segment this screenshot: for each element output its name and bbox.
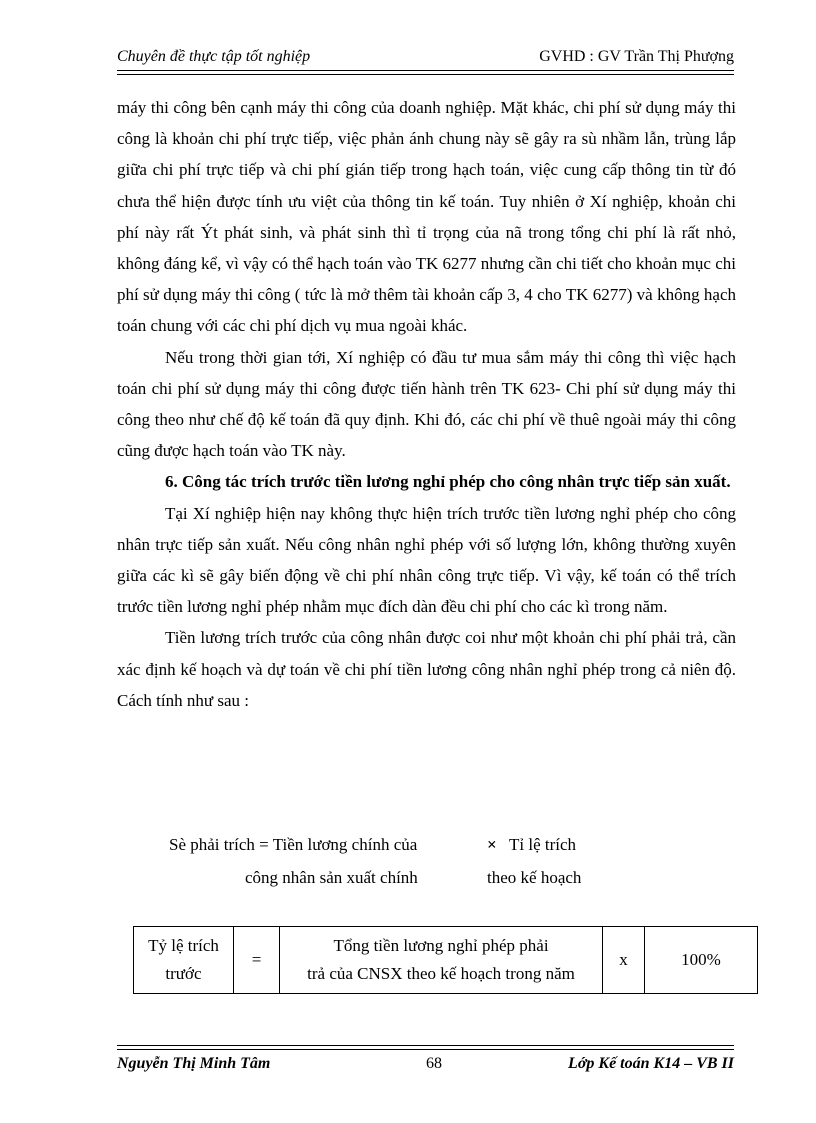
paragraph: Nếu trong thời gian tới, Xí nghiệp có đầu tư mua sắm máy thi công thì việc hạch toán chi phí sử dụng máy thi công được tiến hành trên TK 623- Chi phí sử dụng máy thi công theo như chế độ kế toán đã quy định. Khi đó, các chi phí về thuê ngoài máy thi công cũng được hạch toán vào TK này.: [117, 347, 736, 461]
footer-divider: [117, 1045, 734, 1046]
operator-cell: x: [603, 927, 645, 994]
formula-lhs: Sè phải trích = Tiền lương chính của: [169, 835, 418, 854]
page-header: [117, 48, 734, 71]
paragraph-continued: máy thi công bên cạnh máy thi công của doanh nghiệp. Mặt khác, chi phí sử dụng máy thi công là khoản chi phí trực tiếp, việc phản ánh chung này sẽ gây ra sù nhầm lẫn, trùng lắp giữa chi phí trực tiếp và chi phí gián tiếp trong hạch toán, việc cung cấp thông tin từ đó chưa thể hiện được tính ưu việt của thông tin kế toán. Tuy nhiên ở Xí nghiệp, khoản chi phí này rất Ýt phát sinh, và phát sinh thì tỉ trọng của nã trong tổng chi phí là rất nhỏ, không đáng kể, vì vậy có thể hạch toán vào TK 6277 nhưng cần chi tiết cho khoản mục chi phí sử dụng máy thi công ( tức là mở thêm tài khoản cấp 3, 4 cho TK 6277) và không hạch toán chung với các chi phí dịch vụ mua ngoài khác.: [117, 98, 736, 336]
numerator-line2: trả của CNSX theo kế hoạch trong năm: [307, 964, 575, 983]
rate-label-cell: [134, 927, 234, 994]
formula-rhs: Tỉ lệ trích: [509, 835, 577, 854]
paragraph: Tại Xí nghiệp hiện nay không thực hiện trích trước tiền lương nghỉ phép cho công nhân trực tiếp sản xuất. Nếu công nhân nghỉ phép với số lượng lớn, không thường xuyên giữa các kì sẽ gây biến động về chi phí nhân công trực tiếp. Vì vậy, kế toán có thể trích trước tiền lương nghỉ phép nhằm mục đích dàn đều chi phí cho các kì trong năm.: [117, 503, 736, 617]
footer-author: Nguyễn Thị Minh Tâm: [117, 1055, 271, 1072]
numerator-cell: [280, 927, 603, 994]
rate-formula-table: [133, 926, 758, 994]
page-body: [117, 92, 736, 716]
formula-block: [117, 835, 736, 901]
equals-cell: =: [234, 927, 280, 994]
page-footer: [117, 1055, 734, 1077]
formula-lhs-line2: công nhân sản xuất chính: [245, 868, 418, 887]
section-heading: 6. Công tác trích trước tiền lương nghỉ phép cho công nhân trực tiếp sản xuất.: [165, 472, 731, 492]
footer-class: Lớp Kế toán K14 – VB II: [568, 1055, 734, 1072]
rate-label-line2: trước: [165, 964, 202, 983]
formula-rhs-line2: theo kế hoạch: [487, 868, 582, 887]
page-number: 68: [426, 1055, 442, 1072]
header-document-title: Chuyên đề thực tập tốt nghiệp: [117, 48, 311, 65]
paragraph: Tiền lương trích trước của công nhân được coi như một khoản chi phí phải trả, cần xác định kế hoạch và dự toán về chi phí tiền lương công nhân nghỉ phép trong cả niên độ. Cách tính như sau :: [117, 628, 736, 710]
header-supervisor: GVHD : GV Trần Thị Phượng: [539, 48, 734, 65]
percent-cell: 100%: [645, 927, 758, 994]
formula-operator: ×: [487, 835, 497, 854]
rate-label-line1: Tỷ lệ trích: [148, 936, 219, 955]
numerator-line1: Tổng tiền lương nghỉ phép phải: [333, 936, 549, 955]
footer-divider: [117, 1049, 734, 1050]
header-divider: [117, 74, 734, 75]
